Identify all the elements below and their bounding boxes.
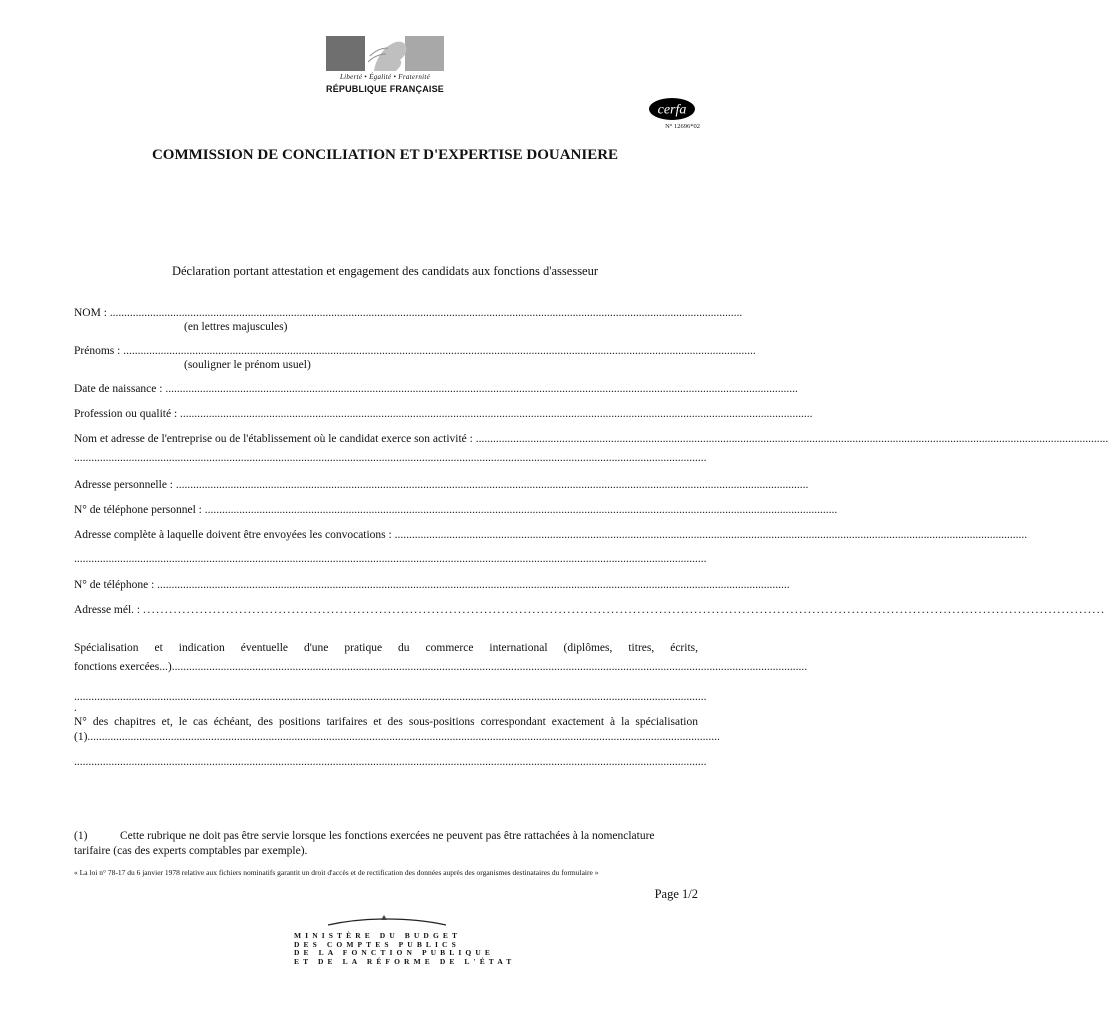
ministry-logo xyxy=(294,913,516,966)
bullet-dot: . xyxy=(74,702,77,714)
field-adresse-convocations[interactable]: Adresse complète à laquelle doivent être envoyées les convocations : ............................................................................................................................................................................................................................ xyxy=(74,529,1028,541)
page-number: Page 1/2 xyxy=(654,887,698,901)
field-profession[interactable]: Profession ou qualité : ............................................................................................................................................................................................................................ xyxy=(74,408,813,420)
field-entreprise-continued[interactable]: ............................................................................................................................................................................................................................ xyxy=(74,452,707,464)
field-fonctions-label: fonctions exercées...). xyxy=(74,661,175,673)
field-adresse-convocations-label: Adresse complète à laquelle doivent être envoyées les convocations : xyxy=(74,529,395,541)
republic-label: RÉPUBLIQUE FRANÇAISE xyxy=(326,84,445,94)
ministry-line-1: MINISTÈRE DU BUDGET xyxy=(294,931,462,940)
field-nom-hint: (en lettres majuscules) xyxy=(184,321,288,333)
form-title: COMMISSION DE CONCILIATION ET D'EXPERTISE DOUANIERE xyxy=(151,147,619,163)
field-telephone-label: N° de téléphone : xyxy=(74,579,158,591)
cerfa-number: N° 12696*02 xyxy=(665,123,700,130)
field-prenoms[interactable]: Prénoms : ............................................................................................................................................................................................................................ xyxy=(74,345,756,357)
footnote-text-line1: Cette rubrique ne doit pas être servie lorsque les fonctions exercées ne peuvent pas être rattachées à la nomenclature xyxy=(120,830,655,842)
footnote-text-line2: tarifaire (cas des experts comptables par exemple). xyxy=(74,845,308,857)
field-adresse-personnelle[interactable]: Adresse personnelle : ............................................................................................................................................................................................................................ xyxy=(74,479,809,491)
field-telephone[interactable]: N° de téléphone : ............................................................................................................................................................................................................................ xyxy=(74,579,790,591)
cerfa-logo-text: cerfa xyxy=(657,102,687,118)
ministry-line-3: DE LA FONCTION PUBLIQUE xyxy=(294,948,494,958)
footnote-marker: (1) xyxy=(74,830,88,842)
motto: Liberté • Égalité • Fraternité xyxy=(339,73,431,81)
form-subtitle: Déclaration portant attestation et engagement des candidats aux fonctions d'assesseur xyxy=(171,264,599,278)
cnil-notice: « La loi n° 78-17 du 6 janvier 1978 relative aux fichiers nominatifs garantit un droit d'accès et de rectification des données auprès des organismes destinataires du formulaire » xyxy=(74,868,599,877)
field-nom-label: NOM : xyxy=(74,307,110,319)
field-chapitres-continued[interactable]: ............................................................................................................................................................................................................................ xyxy=(74,756,707,768)
ministry-line-2: DES COMPTES PUBLICS xyxy=(294,939,460,949)
field-email-label: Adresse mél. : xyxy=(74,604,143,616)
ministry-arc-icon xyxy=(294,913,480,927)
field-entreprise[interactable]: Nom et adresse de l'entreprise ou de l'établissement où le candidat exerce son activité : ............................................................................................................................................................................................................................ xyxy=(74,433,1108,445)
field-prenoms-label: Prénoms : xyxy=(74,345,124,357)
field-date-naissance-label: Date de naissance : xyxy=(74,383,166,395)
field-chapitres-ref-label: (1) xyxy=(74,731,88,743)
field-fonctions[interactable]: fonctions exercées...)............................................................................................................................................................................................................................. xyxy=(74,661,808,673)
field-telephone-personnel[interactable]: N° de téléphone personnel : ............................................................................................................................................................................................................................ xyxy=(74,504,838,516)
field-adresse-personnelle-label: Adresse personnelle : xyxy=(74,479,176,491)
field-specialisation-continued[interactable]: ............................................................................................................................................................................................................................ xyxy=(74,691,707,703)
field-date-naissance[interactable]: Date de naissance : ............................................................................................................................................................................................................................ xyxy=(74,383,798,395)
field-adresse-convocations-continued[interactable]: ............................................................................................................................................................................................................................ xyxy=(74,553,707,565)
field-telephone-personnel-label: N° de téléphone personnel : xyxy=(74,504,205,516)
field-entreprise-label: Nom et adresse de l'entreprise ou de l'établissement où le candidat exerce son activité : xyxy=(74,433,476,445)
footnote xyxy=(74,829,698,859)
field-profession-label: Profession ou qualité : xyxy=(74,408,181,420)
field-prenoms-hint: (souligner le prénom usuel) xyxy=(184,359,311,371)
ministry-line-4: ET DE LA RÉFORME DE L'ÉTAT xyxy=(294,956,516,966)
field-email[interactable]: Adresse mél. : ............................................................................................................................................................................................................................ xyxy=(74,604,1106,616)
field-nom[interactable]: NOM : ............................................................................................................................................................................................................................ xyxy=(74,307,743,319)
cerfa-logo xyxy=(648,97,696,121)
field-chapitres-ref[interactable]: (1)............................................................................................................................................................................................................................ xyxy=(74,731,720,743)
field-chapitres: N° des chapitres et, le cas échéant, des positions tarifaires et des sous-positions correspondant exactement à la spécialisation xyxy=(74,716,698,728)
marianne-logo xyxy=(326,36,444,71)
field-specialisation: Spécialisation et indication éventuelle d'une pratique du commerce international (diplômes, titres, écrits, xyxy=(74,642,698,654)
